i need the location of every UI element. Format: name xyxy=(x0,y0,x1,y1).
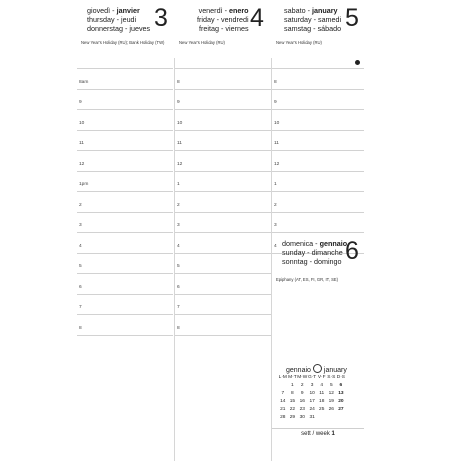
holiday-note: New Year's Holiday (RU); Bank Holiday (TW) xyxy=(81,40,165,45)
hour-line xyxy=(175,68,271,69)
hour-line xyxy=(175,161,271,172)
month-name-it: gennaio xyxy=(286,367,311,374)
weekday-header: M·W xyxy=(297,375,308,381)
hour-label: 5 xyxy=(177,264,180,269)
clock-icon xyxy=(313,364,322,373)
hour-label: 3 xyxy=(177,223,180,228)
hour-line xyxy=(175,264,271,274)
weekday-header: G·T xyxy=(307,375,317,381)
hour-label: 8 xyxy=(274,79,277,85)
month-name: gennaio xyxy=(319,239,348,248)
date-cell: 5 xyxy=(329,383,333,389)
hour-label: 2 xyxy=(79,202,82,208)
day-header xyxy=(175,6,271,46)
date-cell: 7 xyxy=(281,391,285,397)
hour-line xyxy=(272,120,364,131)
weekday-header: V·F xyxy=(317,375,326,381)
date-cell xyxy=(317,413,327,421)
date-cell: 8 xyxy=(291,391,294,397)
day-name-fr: samedi xyxy=(317,15,342,24)
hour-line xyxy=(77,325,173,336)
date-cell: 2 xyxy=(300,383,304,389)
hour-line xyxy=(175,79,271,90)
date-cell: 13 xyxy=(338,391,344,397)
hour-line xyxy=(77,100,173,110)
hour-line xyxy=(77,182,173,192)
hour-line xyxy=(77,120,173,131)
hour-line xyxy=(175,284,271,295)
hour-line xyxy=(77,161,173,172)
date-cell: 11 xyxy=(319,391,325,397)
hour-label: 10 xyxy=(274,120,280,126)
date-cell: 29 xyxy=(289,414,296,420)
day-number: 4 xyxy=(250,4,264,32)
hour-line xyxy=(272,202,364,213)
date-cell: 18 xyxy=(319,399,325,405)
hour-label: 8 xyxy=(177,79,180,85)
hour-label: 1pm xyxy=(79,182,89,187)
date-cell: 19 xyxy=(328,399,334,405)
date-cell: 14 xyxy=(280,399,286,405)
date-cell: 31 xyxy=(309,414,315,420)
moon-phase-icon xyxy=(355,60,360,65)
hour-line xyxy=(175,325,271,336)
weekday-header: S·S xyxy=(327,375,336,381)
day-name-de: freitag xyxy=(199,24,219,33)
hour-label: 11 xyxy=(79,141,84,146)
holiday-note: Epiphany (AT, ES, FI, GR, IT, SE) xyxy=(276,277,339,282)
month-name: enero xyxy=(228,6,249,15)
week-label xyxy=(272,428,364,437)
day-column-thursday xyxy=(77,0,173,462)
date-cell: 28 xyxy=(280,414,286,420)
hour-label: 8 xyxy=(177,325,180,331)
day-name-en: thursday xyxy=(87,15,115,24)
hour-line xyxy=(272,161,364,172)
day-name-de: donnerstag xyxy=(87,24,123,33)
hour-line xyxy=(175,305,271,315)
day-name-es: domingo xyxy=(313,257,342,266)
hour-label: 3 xyxy=(79,223,82,228)
date-cell: 25 xyxy=(319,407,325,412)
hour-label: 8 xyxy=(79,325,82,331)
day-header xyxy=(272,6,364,46)
hour-line xyxy=(77,223,173,233)
mini-calendar-grid xyxy=(278,374,346,421)
hour-line xyxy=(272,182,364,192)
weekday-header: D·S xyxy=(336,375,346,381)
day-names: domenica - gennaio sunday - dimanche sonntag - domingo xyxy=(282,239,348,266)
date-cell: 22 xyxy=(289,407,296,412)
hour-label: 9 xyxy=(274,100,277,105)
hour-line xyxy=(77,284,173,295)
day-name-es: viernes xyxy=(225,24,249,33)
month-name: janvier xyxy=(116,6,140,15)
hour-line xyxy=(77,243,173,254)
hour-label: 12 xyxy=(177,161,183,167)
hour-line xyxy=(77,202,173,213)
hour-line xyxy=(272,100,364,110)
hour-label: 10 xyxy=(79,120,85,126)
hour-label: 4 xyxy=(274,243,277,249)
date-cell: 23 xyxy=(299,407,305,412)
day-number: 5 xyxy=(345,4,359,32)
holiday-note: New Year's Holiday (RU) xyxy=(179,40,225,45)
hour-line xyxy=(77,264,173,274)
date-cell: 27 xyxy=(338,407,344,412)
day-name-es: sábado xyxy=(317,24,342,33)
hour-label: 6 xyxy=(177,284,180,290)
day-number: 6 xyxy=(345,237,359,265)
hour-line xyxy=(77,79,173,90)
date-cell: 20 xyxy=(338,399,344,405)
hour-label: 12 xyxy=(274,161,280,167)
hour-label: 7 xyxy=(79,305,82,310)
date-cell: 10 xyxy=(309,391,315,397)
date-cell xyxy=(327,413,337,421)
day-name-it: venerdì xyxy=(198,6,223,15)
date-cell: 6 xyxy=(339,383,343,389)
hour-line xyxy=(77,141,173,151)
date-cell: 3 xyxy=(310,383,314,389)
day-number: 3 xyxy=(154,4,168,32)
weekday-header: M·T xyxy=(288,375,297,381)
day-name-en: sunday xyxy=(282,248,306,257)
day-name-fr: vendredi xyxy=(220,15,249,24)
hour-label: 11 xyxy=(274,141,279,146)
date-cell: 21 xyxy=(280,407,286,412)
hour-label: 7 xyxy=(177,305,180,310)
weekday-header: L·M xyxy=(278,375,287,381)
day-header xyxy=(77,6,173,46)
day-name-de: samstag xyxy=(284,24,312,33)
date-cell: 12 xyxy=(328,391,334,397)
hour-label: 1 xyxy=(274,182,277,187)
date-cell: 15 xyxy=(289,399,296,405)
mini-calendar xyxy=(272,362,364,457)
day-name-es: jueves xyxy=(129,24,151,33)
hour-line xyxy=(175,202,271,213)
day-name-en: saturday xyxy=(284,15,312,24)
date-cell xyxy=(278,382,288,390)
day-name-fr: dimanche xyxy=(311,248,343,257)
date-cell: 4 xyxy=(320,383,324,389)
hour-label: 5 xyxy=(79,264,82,269)
mini-calendar-title xyxy=(286,364,347,374)
date-cell: 26 xyxy=(328,407,334,412)
hour-line xyxy=(272,79,364,90)
hour-label: 6 xyxy=(79,284,82,290)
date-cell: 16 xyxy=(299,399,305,405)
hour-label: 4 xyxy=(79,243,82,249)
date-cell: 1 xyxy=(291,383,294,389)
day-name-it: sabato xyxy=(284,6,306,15)
week-text: sett / week xyxy=(301,431,330,437)
day-name-de: sonntag xyxy=(282,257,308,266)
date-cell: 24 xyxy=(309,407,315,412)
hour-line xyxy=(175,120,271,131)
date-cell: 9 xyxy=(300,391,304,397)
date-cell xyxy=(336,413,346,421)
day-names: giovedì - janvier thursday - jeudi donnerstag - jueves xyxy=(87,6,151,33)
hour-label: 11 xyxy=(177,141,182,146)
hour-line xyxy=(272,141,364,151)
hour-label: 10 xyxy=(177,120,183,126)
hour-line xyxy=(175,182,271,192)
hour-line xyxy=(175,141,271,151)
hour-label: 1 xyxy=(177,182,180,187)
day-names: venerdì - enero friday - vendredi freitag - viernes xyxy=(197,6,249,33)
hour-label: 2 xyxy=(177,202,180,208)
hour-line xyxy=(175,243,271,254)
holiday-note: New Year's Holiday (RU) xyxy=(276,40,322,45)
month-name-en: january xyxy=(323,367,347,374)
hour-label: 9 xyxy=(79,100,82,105)
hour-label: 4 xyxy=(177,243,180,249)
hour-label: 9 xyxy=(177,100,180,105)
day-name-it: domenica xyxy=(282,239,314,248)
day-block-sunday xyxy=(272,233,364,313)
hour-label: 8am xyxy=(79,79,89,85)
hour-line xyxy=(175,223,271,233)
day-names: sabato - january saturday - samedi samstag - sábado xyxy=(284,6,342,33)
week-number: 1 xyxy=(331,431,335,437)
day-name-fr: jeudi xyxy=(120,15,137,24)
hour-label: 2 xyxy=(274,202,277,208)
day-column-friday xyxy=(175,0,271,462)
month-name: january xyxy=(311,6,338,15)
date-cell: 30 xyxy=(299,414,305,420)
date-cell: 17 xyxy=(309,399,315,405)
hour-line xyxy=(175,100,271,110)
hour-label: 12 xyxy=(79,161,85,167)
hour-label: 3 xyxy=(274,223,277,228)
hour-line xyxy=(272,68,364,69)
day-name-it: giovedì xyxy=(87,6,111,15)
day-name-en: friday xyxy=(197,15,215,24)
hour-line xyxy=(77,305,173,315)
hour-line xyxy=(77,68,173,69)
